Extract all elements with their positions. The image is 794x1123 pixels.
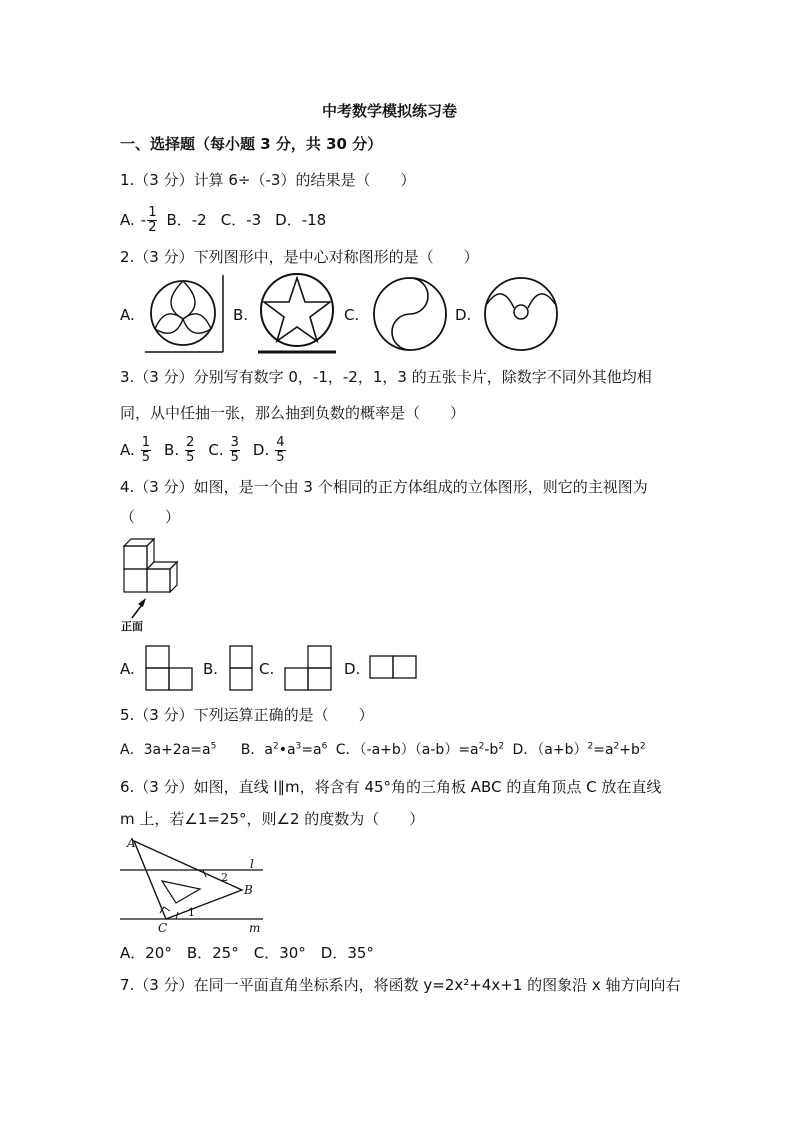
option-d-text: D．（a+b）	[512, 742, 588, 758]
exponent: 2	[272, 741, 279, 752]
question-3-stem-line1: 3.（3 分）分别写有数字 0，-1，-2，1，3 的五张卡片，除数字不同外其他均相	[120, 368, 652, 386]
fraction-denominator: 5	[276, 449, 285, 465]
fraction-numerator: 4	[276, 435, 285, 450]
exponent: 5	[210, 741, 217, 752]
question-1-options	[120, 206, 326, 234]
question-6-stem-line2: m 上，若∠1=25°，则∠2 的度数为（ ）	[120, 810, 425, 828]
angle-label-1: 1	[188, 906, 195, 919]
option-a-text: A．3a+2a=a	[120, 742, 211, 758]
question-2-stem: 2.（3 分）下列图形中，是中心对称图形的是（ ）	[120, 248, 479, 266]
page-title: 中考数学模拟练习卷	[322, 102, 458, 120]
option-c	[336, 742, 504, 758]
exponent: 2	[613, 741, 620, 752]
option-b-label: B.	[203, 660, 219, 678]
option-b-label: B.	[164, 440, 180, 459]
option-d: D．-18	[275, 210, 327, 229]
question-7-stem-line1: 7.（3 分）在同一平面直角坐标系内，将函数 y=2x²+4x+1 的图象沿 x 轴方向向右	[120, 976, 681, 994]
figure-three-petal-circle	[145, 275, 225, 355]
option-c-text: C．（-a+b）（a-b）=a	[335, 742, 479, 758]
fraction-denominator: 5	[141, 449, 151, 465]
option-a-label: A.	[120, 440, 135, 459]
option-b-label: B.	[233, 306, 249, 324]
figure-s-curve-circle	[372, 276, 450, 354]
question-5-options	[120, 743, 646, 757]
option-d-text: =a	[593, 742, 614, 758]
figure-triangle-parallel-lines	[118, 835, 278, 935]
option-c-label: C.	[344, 306, 360, 324]
point-label-a: A	[127, 836, 136, 850]
angle-label-2: 2	[221, 871, 228, 884]
section-heading: 一、选择题（每小题 3 分，共 30 分）	[120, 135, 383, 153]
exponent: 2	[587, 741, 594, 752]
question-1-stem: 1.（3 分）计算 6÷（-3）的结果是（ ）	[120, 171, 416, 189]
option-b-text: B．a	[240, 742, 273, 758]
option-d-label: D.	[455, 306, 472, 324]
option-d-text: +b	[619, 742, 640, 758]
exponent: 3	[295, 741, 302, 752]
option-c-fraction	[230, 436, 240, 464]
view-option-c	[284, 645, 334, 693]
fraction-denominator: 2	[148, 219, 157, 235]
view-option-b	[229, 645, 255, 693]
question-4-stem-line2: （ ）	[120, 508, 181, 526]
line-label-m: m	[249, 921, 261, 935]
option-d	[513, 742, 646, 758]
question-3-options	[120, 436, 287, 464]
option-d-fraction	[275, 436, 285, 464]
view-option-d	[369, 655, 419, 681]
exponent: 2	[498, 741, 505, 752]
question-6-options: A．20° B．25° C．30° D．35°	[120, 944, 374, 962]
fraction-numerator: 2	[186, 435, 195, 450]
fraction-denominator: 5	[230, 449, 239, 465]
question-4-stem-line1: 4.（3 分）如图，是一个由 3 个相同的正方体组成的立体图形，则它的主视图为	[120, 478, 648, 496]
option-d-label: D.	[252, 440, 270, 459]
option-a-fraction	[141, 436, 151, 464]
option-c: C．-3	[220, 210, 262, 229]
view-option-a	[145, 645, 195, 693]
option-b	[241, 742, 328, 758]
line-label-l: l	[250, 857, 254, 871]
option-c-label: C.	[259, 660, 275, 678]
fraction-numerator: 1	[141, 435, 151, 450]
question-5-stem: 5.（3 分）下列运算正确的是（ ）	[120, 706, 374, 724]
option-d-label: D.	[344, 660, 361, 678]
option-b-text: =a	[301, 742, 322, 758]
point-label-c: C	[158, 921, 168, 935]
option-a-label: A.	[120, 210, 135, 229]
fraction-denominator: 5	[186, 449, 195, 465]
option-c-text: -b	[484, 742, 499, 758]
figure-arch-circle	[484, 276, 562, 354]
exponent: 6	[321, 741, 328, 752]
question-6-stem-line1: 6.（3 分）如图，直线 l∥m，将含有 45°角的三角板 ABC 的直角顶点 C 放在直线	[120, 778, 662, 796]
fraction-numerator: 3	[230, 435, 239, 450]
exponent: 2	[639, 741, 646, 752]
option-b: B．-2	[166, 210, 207, 229]
fraction-numerator: 1	[148, 205, 157, 220]
option-a-fraction	[147, 206, 157, 234]
option-a-sign: -	[140, 210, 147, 229]
front-label: 正面	[121, 620, 143, 633]
exponent: 2	[478, 741, 485, 752]
option-b-text: •a	[278, 742, 296, 758]
option-a	[120, 742, 216, 758]
figure-star-circle	[256, 272, 340, 356]
point-label-b: B	[244, 883, 253, 897]
option-c-label: C.	[208, 440, 224, 459]
option-a-label: A.	[120, 660, 135, 678]
question-3-stem-line2: 同，从中任抽一张，那么抽到负数的概率是（ ）	[120, 404, 466, 422]
option-a-label: A.	[120, 306, 135, 324]
option-b-fraction	[185, 436, 195, 464]
